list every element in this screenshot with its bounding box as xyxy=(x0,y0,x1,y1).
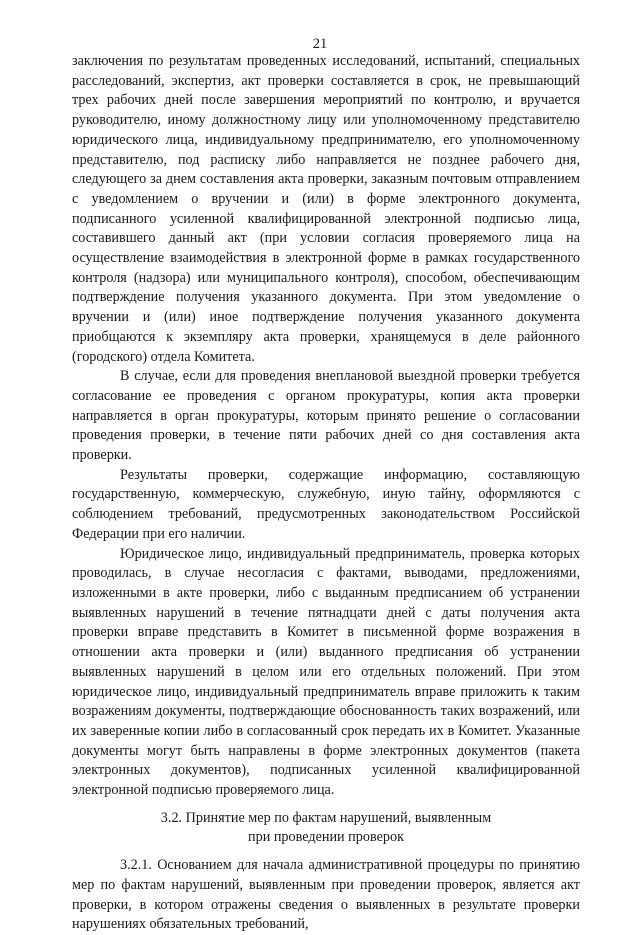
paragraph-3-2-1: 3.2.1. Основанием для начала административной процедуры по принятию мер по фактам нарушений, выявленным при проведении проверок, является акт проверки, в котором отражены сведения о выявленных в результате проверки нарушениях обязательных требований, xyxy=(72,857,580,933)
document-body xyxy=(72,52,580,935)
paragraph-secret-info: Результаты проверки, содержащие информацию, составляющую государственную, коммерческую, служебную, иную тайну, оформляются с соблюдением требований, предусмотренных законодательством Российской Федерации при его наличии. xyxy=(72,466,580,542)
page-number: 21 xyxy=(312,36,328,52)
section-heading xyxy=(72,809,580,848)
paragraph-act-delivery: заключения по результатам проведенных исследований, испытаний, специальных расследований, экспертиз, акт проверки составляется в срок, не превышающий трех рабочих дней после завершения мероприятий по контролю, и вручается руководителю, иному должностному лицу или уполномоченному представителю юридического лица, индивидуальному предпринимателю, его уполномоченному представителю, под расписку либо направляется не позднее рабочего дня, следующего за днем составления акта проверки, заказным почтовым отправлением с уведомлением о вручении и (или) в форме электронного документа, подписанного усиленной квалифицированной электронной подписью лица, составившего данный акт (при условии согласия проверяемого лица на осуществление взаимодействия в электронной форме в рамках государственного контроля (надзора) или муниципального контроля), способом, обеспечивающим подтверждение получения указанного документа. При этом уведомление о вручении и (или) иное подтверждение получения указанного документа приобщаются к экземпляру акта проверки, хранящемуся в деле районного (городского) отдела Комитета. xyxy=(72,53,580,365)
section-heading-line1: 3.2. Принятие мер по фактам нарушений, выявленным xyxy=(160,809,492,826)
paragraph-objections: Юридическое лицо, индивидуальный предприниматель, проверка которых проводилась, в случае несогласия с фактами, выводами, предложениями, изложенными в акте проверки, либо с выданным предписанием об устранении выявленных нарушений в течение пятнадцати дней с даты получения акта проверки вправе представить в Комитет в письменной форме возражения в отношении акта проверки и (или) выданного предписания об устранении выявленных нарушений в целом или его отдельных положений. При этом юридическое лицо, индивидуальный предприниматель вправе приложить к таким возражениям документы, подтверждающие обоснованность таких возражений, или их заверенные копии либо в согласованный срок передать их в Комитет. Указанные документы могут быть направлены в форме электронных документов (пакета электронных документов), подписанных усиленной квалифицированной электронной подписью проверяемого лица. xyxy=(72,545,580,799)
section-heading-line2: при проведении проверок xyxy=(248,829,404,846)
paragraph-prosecutor-copy: В случае, если для проведения внеплановой выездной проверки требуется согласование ее проведения с органом прокуратуры, копия акта проверки направляется в орган прокуратуры, которым принято решение о согласовании проведения проверки, в течение пяти рабочих дней со дня составления акта проверки. xyxy=(72,368,580,464)
